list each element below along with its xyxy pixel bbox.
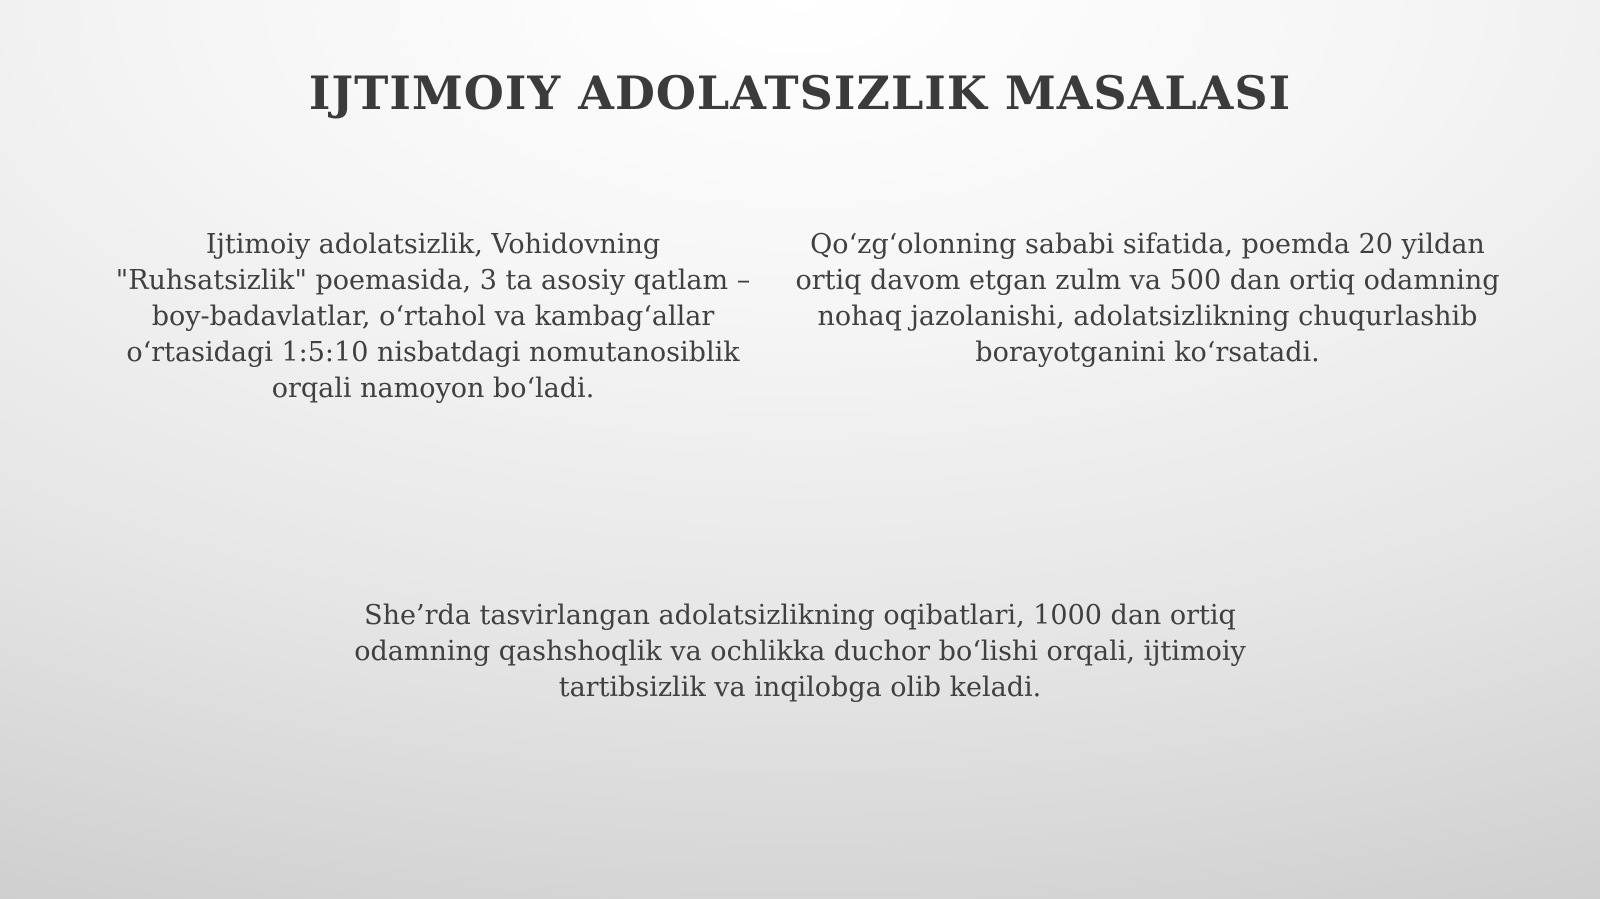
slide-title: IJTIMOIY ADOLATSIZLIK MASALASI: [308, 66, 1292, 120]
paragraph-left: Ijtimoiy adolatsizlik, Vohidovning "Ruhsatsizlik" poemasida, 3 ta asosiy qatlam – boy-badavlatlar, o‘rtahol va kambag‘allar o‘rtasidagi 1:5:10 nisbatdagi nomutanosiblik orqali namoyon bo‘ladi.: [115, 229, 751, 404]
paragraph-bottom: She’rda tasvirlangan adolatsizlikning oqibatlari, 1000 dan ortiq odamning qashshoqlik va ochlikka duchor bo‘lishi orqali, ijtimoiy tartibsizlik va inqilobga olib keladi.: [354, 600, 1246, 703]
paragraph-right: Qo‘zg‘olonning sababi sifatida, poemda 20 yildan ortiq davom etgan zulm va 500 dan ortiq odamning nohaq jazolanishi, adolatsizlikning chuqurlashib borayotganini ko‘rsatadi.: [795, 229, 1500, 368]
